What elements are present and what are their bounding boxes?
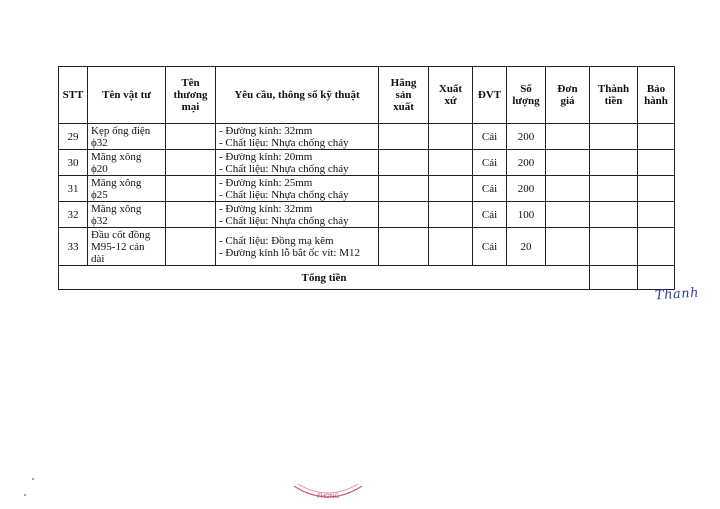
item-name-line: Măng xông — [91, 202, 142, 215]
spec-line: - Chất liệu: Nhựa chống cháy — [219, 214, 349, 227]
header-dvt: ĐVT — [473, 67, 507, 124]
row-origin — [429, 150, 473, 176]
spec-line: - Đường kính: 20mm — [219, 150, 313, 163]
row-warranty — [638, 150, 675, 176]
header-line: lượng — [512, 95, 540, 107]
total-label: Tổng tiền — [59, 266, 590, 290]
row-unit: Cái — [473, 202, 507, 228]
table-row — [59, 228, 675, 266]
stamp-icon — [290, 482, 366, 506]
row-quantity: 200 — [507, 176, 546, 202]
row-quantity: 100 — [507, 202, 546, 228]
table-row — [59, 124, 675, 150]
row-trade-name — [166, 176, 216, 202]
row-trade-name — [166, 124, 216, 150]
item-name-line: M95-12 cán — [91, 240, 145, 253]
row-unit-price — [546, 202, 590, 228]
row-specs — [216, 124, 379, 150]
row-warranty — [638, 176, 675, 202]
header-line: Hãng — [390, 77, 417, 89]
item-name-line: dài — [91, 252, 105, 265]
header-bao-hanh — [638, 67, 675, 124]
table-row — [59, 150, 675, 176]
total-amount — [590, 266, 638, 290]
row-item-name — [88, 228, 166, 266]
header-line: xuất — [393, 101, 414, 113]
item-name-line: Măng xông — [91, 176, 142, 189]
table-header-row — [59, 67, 675, 124]
header-don-gia — [546, 67, 590, 124]
header-line: Số — [520, 83, 532, 95]
row-unit: Cái — [473, 150, 507, 176]
spec-line: - Đường kính: 25mm — [219, 176, 313, 189]
row-unit-price — [546, 176, 590, 202]
row-specs — [216, 176, 379, 202]
row-unit-price — [546, 228, 590, 266]
item-name-line: Đầu cốt đồng — [91, 228, 151, 241]
stamp-text: PHÒNG — [317, 493, 339, 500]
row-stt: 33 — [59, 228, 88, 266]
row-specs — [216, 202, 379, 228]
row-trade-name — [166, 150, 216, 176]
header-line: Đơn — [557, 83, 578, 95]
row-stt: 30 — [59, 150, 88, 176]
row-manufacturer — [379, 176, 429, 202]
row-manufacturer — [379, 124, 429, 150]
row-stt: 29 — [59, 124, 88, 150]
row-amount — [590, 202, 638, 228]
header-so-luong — [507, 67, 546, 124]
header-line: thương — [173, 89, 208, 101]
item-name-line: ϕ32 — [91, 136, 108, 149]
header-line: Thành — [597, 83, 630, 95]
item-name-line: ϕ25 — [91, 188, 108, 201]
row-unit: Cái — [473, 176, 507, 202]
spec-line: - Chất liệu: Nhựa chống cháy — [219, 136, 349, 149]
header-line: sản — [395, 89, 412, 101]
row-specs — [216, 228, 379, 266]
row-trade-name — [166, 228, 216, 266]
item-name-line: ϕ32 — [91, 214, 108, 227]
header-hang-san-xuat — [379, 67, 429, 124]
row-origin — [429, 176, 473, 202]
header-line: tiền — [604, 95, 623, 107]
header-line: Tên — [181, 77, 200, 89]
row-manufacturer — [379, 228, 429, 266]
row-amount — [590, 228, 638, 266]
spec-line: - Đường kính lỗ bắt ốc vít: M12 — [219, 246, 361, 259]
header-ten-thuong-mai — [166, 67, 216, 124]
row-stt: 32 — [59, 202, 88, 228]
header-line: mại — [181, 101, 200, 113]
item-name-line: Măng xông — [91, 150, 142, 163]
row-warranty — [638, 202, 675, 228]
materials-table — [58, 66, 675, 290]
scan-speck — [32, 478, 34, 480]
row-amount — [590, 150, 638, 176]
header-line: Bảo — [646, 83, 666, 95]
row-origin — [429, 124, 473, 150]
row-manufacturer — [379, 202, 429, 228]
total-warranty — [638, 266, 675, 290]
header-line: hành — [644, 95, 668, 107]
spec-line: - Chất liệu: Đồng mạ kẽm — [219, 234, 334, 247]
header-stt: STT — [59, 67, 88, 124]
row-manufacturer — [379, 150, 429, 176]
stamp-seal — [290, 482, 366, 506]
spec-line: - Chất liệu: Nhựa chống cháy — [219, 188, 349, 201]
row-unit: Cái — [473, 124, 507, 150]
row-stt: 31 — [59, 176, 88, 202]
header-thanh-tien — [590, 67, 638, 124]
item-name-line: ϕ20 — [91, 162, 108, 175]
row-origin — [429, 228, 473, 266]
row-amount — [590, 176, 638, 202]
row-unit-price — [546, 124, 590, 150]
row-item-name — [88, 124, 166, 150]
row-unit: Cái — [473, 228, 507, 266]
row-item-name — [88, 202, 166, 228]
row-quantity: 200 — [507, 124, 546, 150]
header-line: giá — [560, 95, 575, 107]
scan-speck — [24, 494, 26, 496]
spec-line: - Chất liệu: Nhựa chống cháy — [219, 162, 349, 175]
header-ten-vat-tu: Tên vật tư — [88, 67, 166, 124]
header-yeu-cau: Yêu cầu, thông số kỹ thuật — [216, 67, 379, 124]
header-xuat-xu — [429, 67, 473, 124]
table-row — [59, 202, 675, 228]
row-amount — [590, 124, 638, 150]
row-specs — [216, 150, 379, 176]
row-warranty — [638, 228, 675, 266]
table-row — [59, 176, 675, 202]
total-row — [59, 266, 675, 290]
row-origin — [429, 202, 473, 228]
row-trade-name — [166, 202, 216, 228]
row-item-name — [88, 150, 166, 176]
row-quantity: 20 — [507, 228, 546, 266]
row-unit-price — [546, 150, 590, 176]
handwritten-signature: Thanh — [654, 285, 700, 304]
spec-line: - Đường kính: 32mm — [219, 124, 313, 137]
row-warranty — [638, 124, 675, 150]
row-item-name — [88, 176, 166, 202]
spec-line: - Đường kính: 32mm — [219, 202, 313, 215]
item-name-line: Kẹp ống điện — [91, 124, 151, 137]
header-line: xứ — [444, 95, 457, 107]
header-line: Xuất — [438, 83, 463, 95]
row-quantity: 200 — [507, 150, 546, 176]
